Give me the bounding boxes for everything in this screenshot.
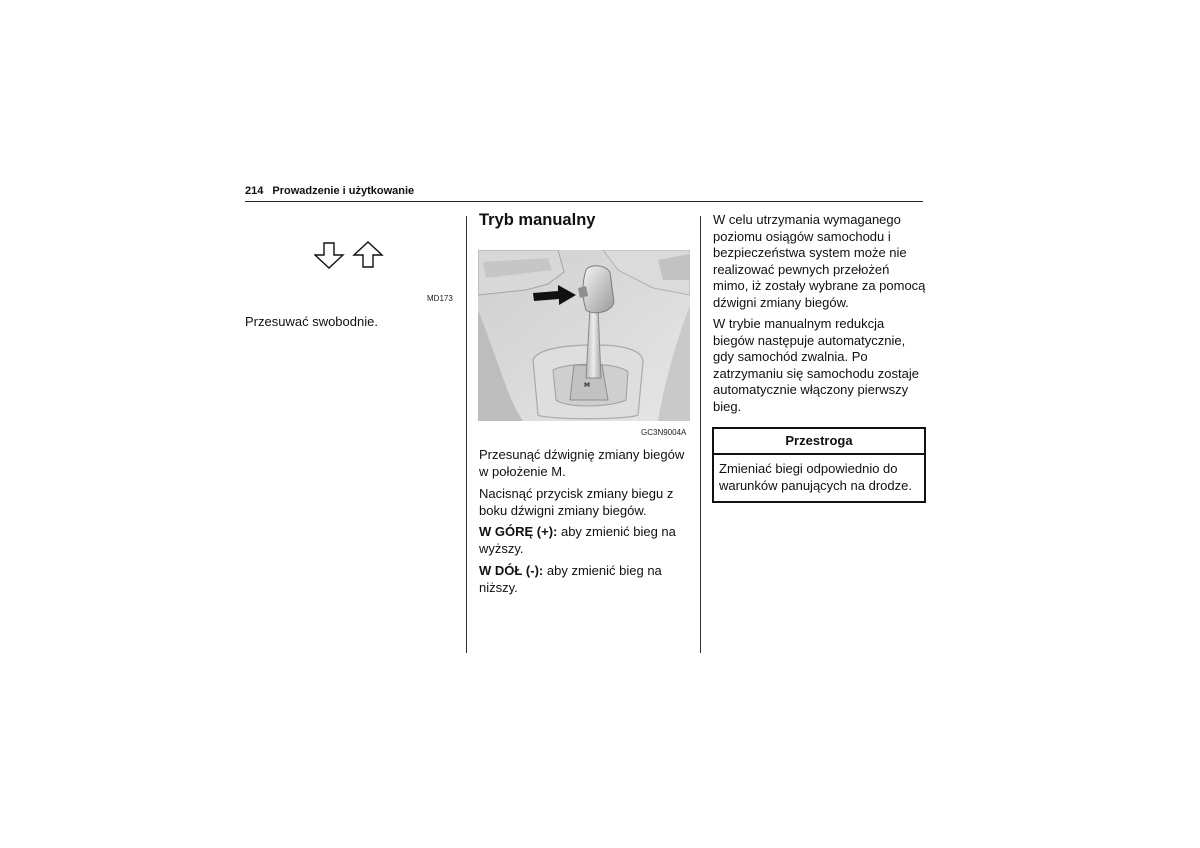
page-number: 214 <box>245 185 264 197</box>
caution-box <box>712 427 926 503</box>
header-rule <box>245 201 923 202</box>
column-divider-right <box>700 216 701 653</box>
caution-text: Zmieniać biegi odpowiednio do warunków panujących na drodze. <box>719 461 912 493</box>
shift-arrows-figure <box>314 240 386 270</box>
instruction-downshift: W DÓŁ (-): aby zmienić bieg na niższy. <box>479 563 662 595</box>
section-title: Prowadzenie i użytkowanie <box>272 185 415 197</box>
down-arrow-outline-icon <box>315 243 343 268</box>
page-header <box>245 185 923 197</box>
instruction-move-lever: Przesunąć dźwignię zmiany biegów w położenie M. <box>479 447 685 479</box>
right-paragraph-performance: W celu utrzymania wymaganego poziomu osiągów samochodu i bezpieczeństwa system może nie realizować pewnych przełożeń mimo, iż zostały wybrane za pomocą dźwigni zmiany biegów. <box>713 212 926 310</box>
caution-title: Przestroga <box>714 429 924 455</box>
instruction-press-button: Nacisnąć przycisk zmiany biegu z boku dźwigni zmiany biegów. <box>479 486 674 518</box>
right-paragraph-downshift: W trybie manualnym redukcja biegów następuje automatycznie, gdy samochód zwalnia. Po zatrzymaniu się samochodu zostaje automatycznie włączony pierwszy bieg. <box>713 316 919 414</box>
gate-position-label: M <box>584 382 590 389</box>
left-paragraph: Przesuwać swobodnie. <box>245 314 378 329</box>
section-heading: Tryb manualny <box>479 211 596 229</box>
column-divider-left <box>466 216 467 653</box>
figure-code-gc3n9004a: GC3N9004A <box>641 428 687 437</box>
up-arrow-outline-icon <box>354 242 382 267</box>
gear-lever-photo <box>478 250 690 421</box>
instruction-upshift: W GÓRĘ (+): aby zmienić bieg na wyższy. <box>479 524 676 556</box>
figure-code-md173: MD173 <box>427 294 453 303</box>
